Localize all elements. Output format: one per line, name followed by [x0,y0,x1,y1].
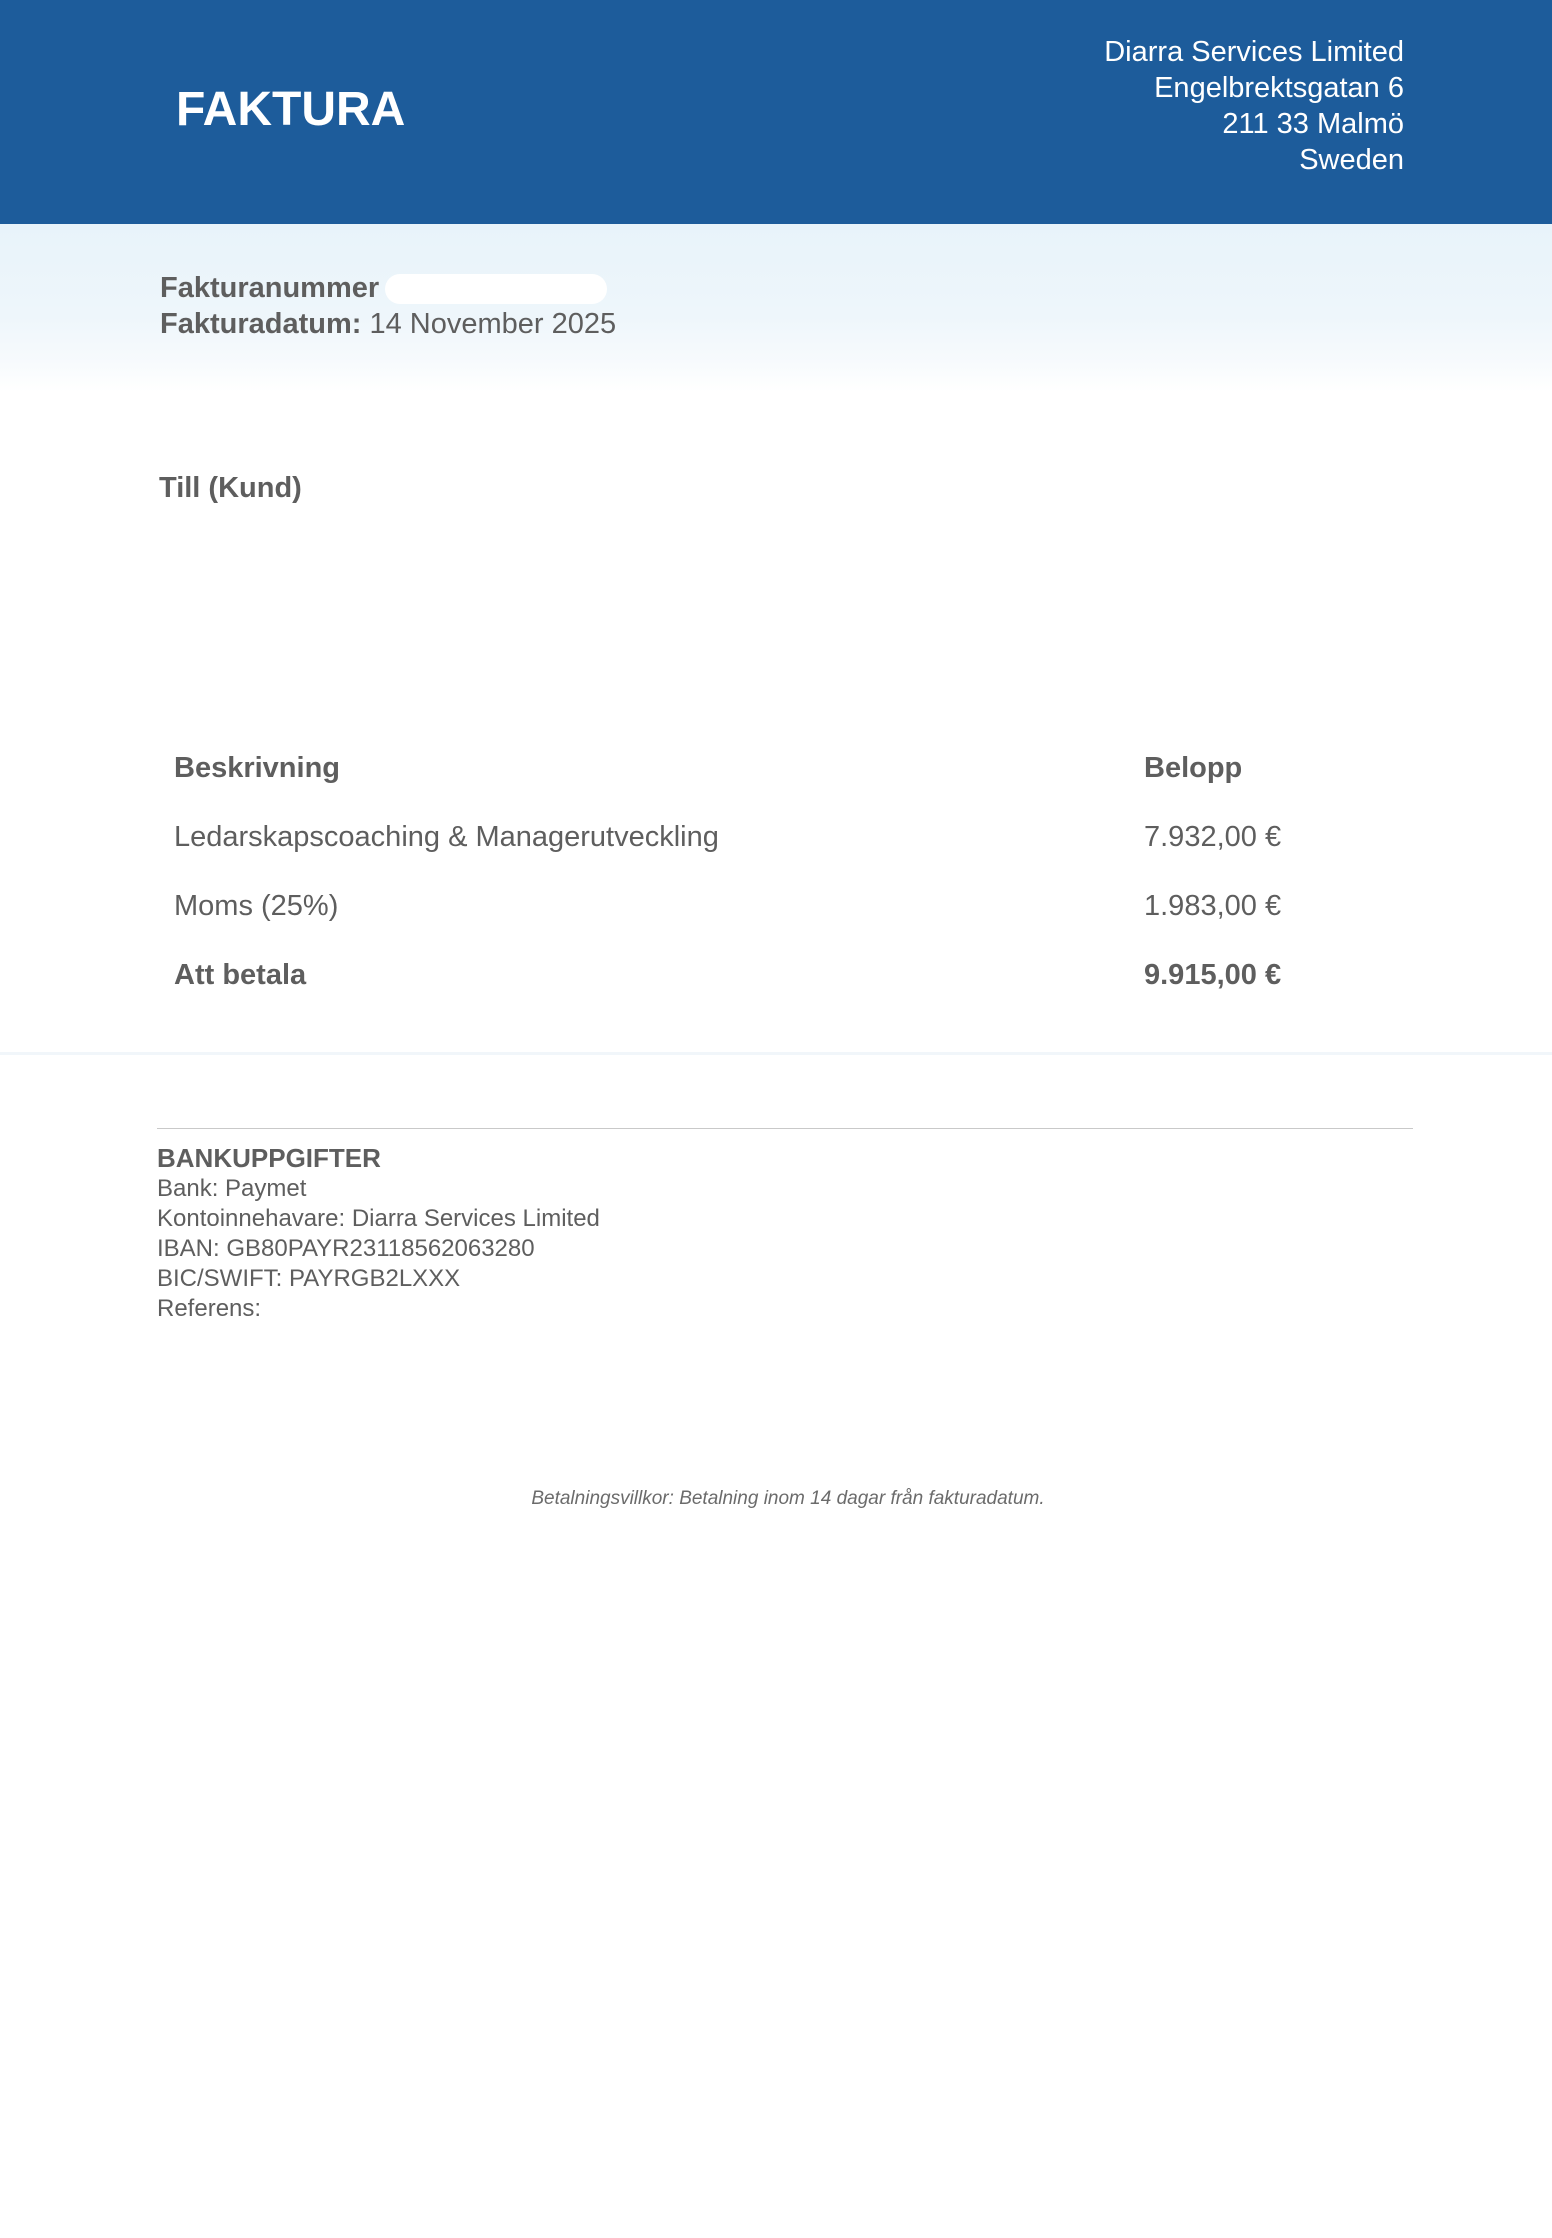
section-divider-soft [0,1052,1552,1055]
vat-amount: 1.983,00 € [1144,890,1282,922]
header-amount: Belopp [1144,752,1243,784]
invoice-date-label: Fakturadatum: [160,308,362,340]
header-description: Beskrivning [174,752,340,784]
invoice-number-row [160,270,616,306]
item-amount: 7.932,00 € [1144,821,1282,853]
item-description: Ledarskapscoaching & Managerutveckling [174,821,719,853]
bank-details [157,1142,600,1324]
table-row [174,818,1374,887]
total-label: Att betala [174,959,307,991]
invoice-date-value: 14 November 2025 [369,308,617,340]
bank-name: Bank: Paymet [157,1175,307,1202]
bic-swift: BIC/SWIFT: PAYRGB2LXXX [157,1265,461,1292]
invoice-number-label: Fakturanummer [160,272,380,304]
customer-label: Till (Kund) [159,472,302,504]
total-amount: 9.915,00 € [1144,959,1282,991]
company-name: Diarra Services Limited [1104,36,1404,68]
table-row [174,887,1374,956]
invoice-title: FAKTURA [176,83,406,136]
reference: Referens: [157,1295,262,1322]
table-header-row [174,749,1374,818]
invoice-meta [160,270,616,342]
account-holder: Kontoinnehavare: Diarra Services Limited [157,1205,600,1232]
iban: IBAN: GB80PAYR23118562063280 [157,1235,535,1262]
company-postal-city: 211 33 Malmö [1222,108,1404,140]
bank-details-title: BANKUPPGIFTER [157,1143,381,1173]
company-address [1104,34,1404,178]
vat-description: Moms (25%) [174,890,339,922]
invoice-date-row [160,306,616,342]
section-divider [157,1128,1413,1129]
company-street: Engelbrektsgatan 6 [1154,72,1404,104]
payment-terms: Betalningsvillkor: Betalning inom 14 dagar från fakturadatum. [531,1488,1045,1509]
company-country: Sweden [1299,144,1404,176]
total-row [174,956,1374,1025]
redacted-invoice-number [385,274,607,304]
line-items-table [174,749,1374,1025]
